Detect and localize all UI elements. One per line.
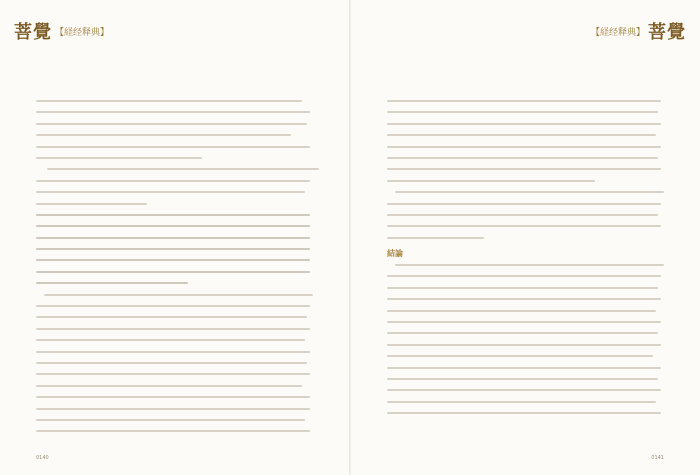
right-page-number: 0141 — [651, 455, 664, 461]
text-line — [36, 316, 307, 318]
text-line — [36, 214, 310, 216]
text-line — [36, 248, 310, 250]
left-page — [0, 0, 349, 475]
text-line — [387, 287, 658, 289]
text-line — [36, 259, 310, 261]
text-line — [387, 378, 658, 380]
text-line — [36, 134, 291, 136]
text-line — [387, 146, 661, 148]
text-line — [387, 134, 656, 136]
text-line — [387, 389, 661, 391]
right-section-tag: 【経经释典】 — [590, 27, 645, 38]
text-line — [36, 282, 188, 284]
text-line — [36, 111, 310, 113]
text-line — [36, 123, 307, 125]
text-line — [36, 180, 310, 182]
text-line — [387, 225, 661, 227]
text-line — [387, 111, 658, 113]
text-line — [387, 123, 661, 125]
right-page-body — [387, 100, 664, 424]
text-line — [36, 203, 147, 205]
text-line — [36, 396, 310, 398]
text-line — [387, 275, 661, 277]
text-line — [387, 203, 661, 205]
text-line — [36, 328, 310, 330]
right-page-header — [588, 18, 686, 44]
section-heading: 結論 — [387, 249, 403, 259]
text-line — [387, 157, 658, 159]
text-line — [36, 237, 310, 239]
left-section-tag: 【経经释典】 — [55, 27, 110, 38]
text-line — [387, 401, 656, 403]
left-page-body — [36, 100, 313, 442]
left-page-header — [14, 18, 112, 44]
text-line — [387, 344, 661, 346]
text-line — [387, 214, 658, 216]
text-line — [387, 237, 484, 239]
text-line — [387, 310, 656, 312]
text-line — [387, 355, 653, 357]
text-line — [36, 146, 310, 148]
right-logo: 菩覺 — [648, 22, 686, 43]
right-page — [351, 0, 700, 475]
text-line — [387, 321, 661, 323]
text-line — [387, 180, 595, 182]
text-line — [36, 408, 310, 410]
left-page-number: 0140 — [36, 455, 49, 461]
text-line — [387, 298, 661, 300]
text-line — [36, 100, 302, 102]
text-line — [47, 168, 318, 170]
left-logo: 菩覺 — [14, 22, 52, 43]
text-line — [36, 225, 310, 227]
text-line — [395, 264, 664, 266]
text-line — [387, 412, 661, 414]
text-line — [36, 430, 310, 432]
text-line — [36, 305, 310, 307]
text-line — [395, 191, 664, 193]
text-line — [387, 332, 658, 334]
text-line — [36, 362, 307, 364]
text-line — [387, 168, 661, 170]
text-line — [36, 157, 202, 159]
text-line — [44, 294, 313, 296]
text-line — [36, 351, 310, 353]
text-line — [36, 271, 310, 273]
text-line — [36, 339, 305, 341]
text-line — [36, 385, 302, 387]
text-line — [387, 367, 661, 369]
text-line — [36, 419, 305, 421]
text-line — [36, 373, 310, 375]
text-line — [387, 100, 661, 102]
text-line — [36, 191, 305, 193]
